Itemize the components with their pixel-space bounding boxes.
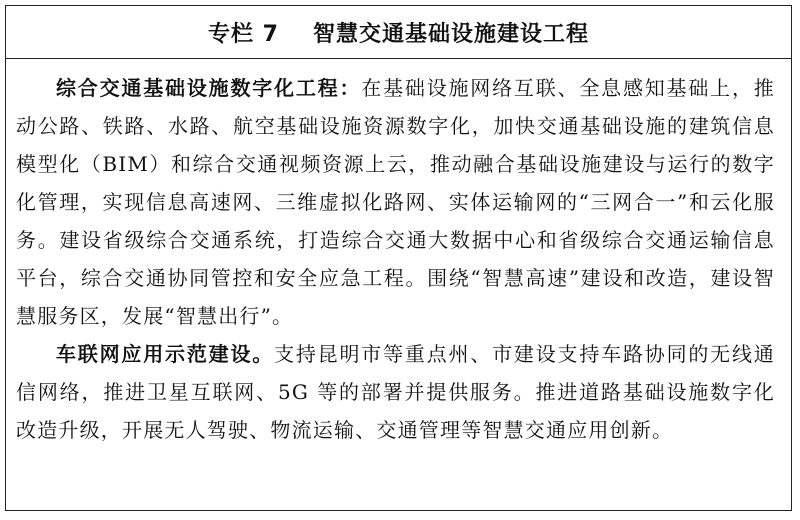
- paragraph-lead: 车联网应用示范建设。: [56, 342, 275, 366]
- sidebar-box: [5, 5, 792, 511]
- box-title-bar: [6, 6, 791, 59]
- box-tag: 专栏 7: [208, 21, 279, 47]
- paragraph-text: 支持昆明市等重点州、市建设支持车路协同的无线通信网络，推进卫星互联网、5G 等的部署并提供服务。推进道路基础设施数字化改造升级，开展无人驾驶、物流运输、交通管理等智慧交通应用创新。: [16, 342, 775, 442]
- box-body: [6, 59, 791, 449]
- paragraph-iov: [16, 335, 775, 449]
- paragraph-lead: 综合交通基础设施数字化工程：: [56, 76, 362, 100]
- paragraph-text: 在基础设施网络互联、全息感知基础上，推动公路、铁路、水路、航空基础设施资源数字化，加快交通基础设施的建筑信息模型化（BIM）和综合交通视频资源上云，推动融合基础设施建设与运行的数字化管理，实现信息高速网、三维虚拟化路网、实体运输网的“三网合一”和云化服务。建设省级综合交通系统，打造综合交通大数据中心和省级综合交通运输信息平台，综合交通协同管控和安全应急工程。围绕“智慧高速”建设和改造，建设智慧服务区，发展“智慧出行”。: [16, 76, 775, 328]
- box-title: 智慧交通基础设施建设工程: [312, 21, 589, 47]
- paragraph-digitalization: [16, 69, 775, 335]
